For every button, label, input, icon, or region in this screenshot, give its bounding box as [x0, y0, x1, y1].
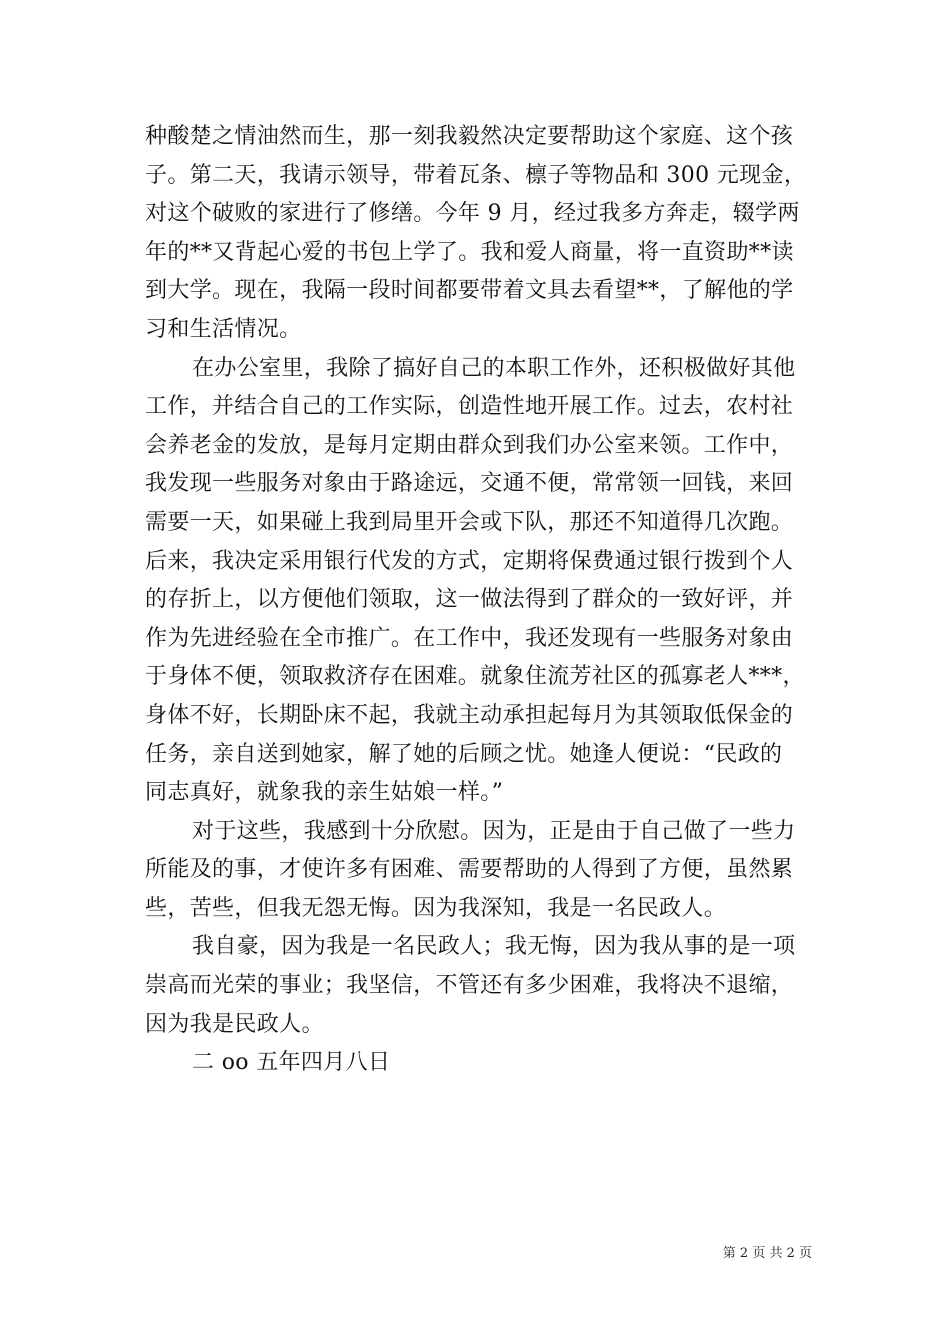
- document-body: [145, 118, 810, 1083]
- text-line: 任务，亲自送到她家，解了她的后顾之忧。她逢人便说：“民政的: [145, 741, 783, 767]
- document-date: 二 oo 五年四月八日: [192, 1050, 391, 1076]
- text-line: 的存折上，以方便他们领取，这一做法得到了群众的一致好评，并: [145, 587, 794, 613]
- text-line: 对于这些，我感到十分欣慰。因为，正是由于自己做了一些力: [192, 818, 796, 844]
- text-line: 子。第二天，我请示领导，带着瓦条、檩子等物品和 300 元现金，: [145, 162, 807, 188]
- paragraph-1: [145, 118, 810, 350]
- text-line: 会养老金的发放，是每月定期由群众到我们办公室来领。工作中，: [145, 432, 794, 458]
- text-line: 种酸楚之情油然而生，那一刻我毅然决定要帮助这个家庭、这个孩: [145, 124, 794, 149]
- text-line: 后来，我决定采用银行代发的方式，定期将保费通过银行拨到个人: [145, 548, 794, 574]
- text-line: 需要一天，如果碰上我到局里开会或下队，那还不知道得几次跑。: [145, 509, 794, 535]
- text-line: 身体不好，长期卧床不起，我就主动承担起每月为其领取低保金的: [145, 702, 794, 728]
- text-line: 崇高而光荣的事业；我坚信，不管还有多少困难，我将决不退缩，: [145, 973, 794, 999]
- text-line: 到大学。现在，我隔一段时间都要带着文具去看望**，了解他的学: [145, 278, 794, 304]
- page-number-footer: 第 2 页 共 2 页: [722, 1246, 812, 1261]
- text-line: 习和生活情况。: [145, 316, 302, 342]
- text-line: 些，苦些，但我无怨无悔。因为我深知，我是一名民政人。: [145, 895, 727, 921]
- text-line: 对这个破败的家进行了修缮。今年 9 月，经过我多方奔走，辍学两: [145, 201, 800, 227]
- text-line: 所能及的事，才使许多有困难、需要帮助的人得到了方便，虽然累: [145, 857, 794, 883]
- text-line: 我发现一些服务对象由于路途远，交通不便，常常领一回钱，来回: [145, 471, 794, 497]
- text-line: 我自豪，因为我是一名民政人；我无悔，因为我从事的是一项: [192, 934, 796, 960]
- paragraph-2: [145, 350, 810, 813]
- paragraph-4: [145, 928, 810, 1044]
- text-line: 同志真好，就象我的亲生姑娘一样。”: [145, 780, 504, 806]
- date-line: [145, 1044, 810, 1083]
- text-line: 在办公室里，我除了搞好自己的本职工作外，还积极做好其他: [192, 355, 796, 381]
- text-line: 于身体不便，领取救济存在困难。就象住流芳社区的孤寡老人***，: [145, 664, 805, 690]
- paragraph-3: [145, 813, 810, 929]
- text-line: 工作，并结合自己的工作实际，创造性地开展工作。过去，农村社: [145, 394, 794, 420]
- text-line: 年的**又背起心爱的书包上学了。我和爱人商量，将一直资助**读: [145, 239, 794, 265]
- text-line: 作为先进经验在全市推广。在工作中，我还发现有一些服务对象由: [145, 625, 794, 651]
- text-line: 因为我是民政人。: [145, 1011, 324, 1037]
